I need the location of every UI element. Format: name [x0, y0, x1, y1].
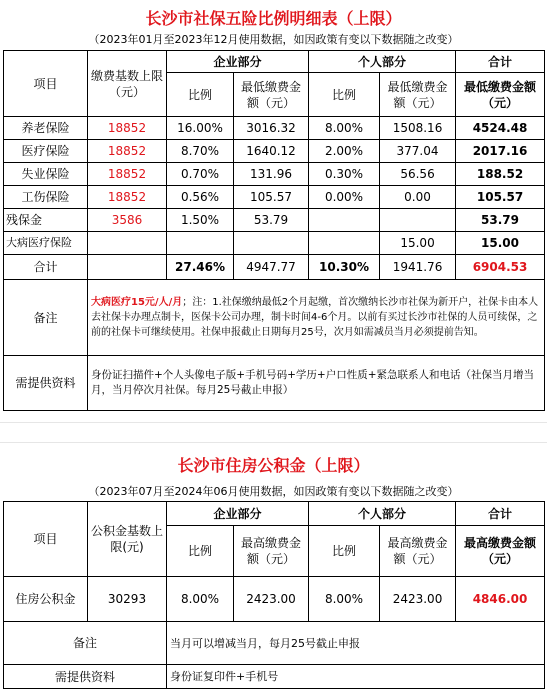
header-total-min-amount: 最低缴费金额（元） [456, 73, 545, 117]
fund-docs-label: 需提供资料 [4, 665, 167, 689]
housing-fund-subtitle: （2023年07月至2024年06月使用数据，如因政策有变以下数据随之改变） [88, 485, 459, 498]
row-name: 养老保险 [4, 117, 88, 140]
row-company-ratio: 8.70% [167, 140, 234, 163]
row-base: 3586 [88, 209, 167, 232]
row-personal-ratio [309, 209, 380, 232]
fund-header-total-max-amount: 最高缴费金额（元） [456, 526, 545, 577]
row-company-amount: 105.57 [234, 186, 309, 209]
divider [0, 422, 547, 423]
header-personal-ratio: 比例 [309, 73, 380, 117]
fund-docs-content: 身份证复印件+手机号 [167, 665, 545, 689]
row-personal-amount: 377.04 [380, 140, 456, 163]
row-name: 大病医疗保险 [4, 232, 88, 255]
sum-company-ratio: 27.46% [167, 255, 234, 280]
row-company-ratio: 16.00% [167, 117, 234, 140]
fund-row-name: 住房公积金 [4, 577, 88, 622]
docs-content: 身份证扫描件+个人头像电子版+手机号码+学历+户口性质+紧急联系人和电话（社保当月增当月，当月停次月社保。每月25号截止申报） [88, 356, 545, 411]
remark-highlight: 大病医疗15元/人/月 [91, 297, 183, 308]
row-name: 失业保险 [4, 163, 88, 186]
fund-row-personal-ratio: 8.00% [309, 577, 380, 622]
row-name: 工伤保险 [4, 186, 88, 209]
row-personal-amount [380, 209, 456, 232]
fund-header-personal-ratio: 比例 [309, 526, 380, 577]
header-personal: 个人部分 [309, 51, 456, 73]
row-base [88, 232, 167, 255]
fund-header-item: 项目 [4, 502, 88, 577]
row-personal-ratio: 8.00% [309, 117, 380, 140]
row-personal-ratio: 0.00% [309, 186, 380, 209]
social-insurance-title: 长沙市社保五险比例明细表（上限） [145, 9, 402, 28]
row-base: 18852 [88, 117, 167, 140]
header-base: 缴费基数上限（元） [88, 51, 167, 117]
fund-row-company-amount: 2423.00 [234, 577, 309, 622]
divider [0, 442, 547, 443]
fund-row-personal-amount: 2423.00 [380, 577, 456, 622]
row-company-ratio [167, 232, 234, 255]
fund-header-company-max-amount: 最高缴费金额（元） [234, 526, 309, 577]
row-company-amount: 53.79 [234, 209, 309, 232]
row-base: 18852 [88, 163, 167, 186]
row-base: 18852 [88, 140, 167, 163]
row-personal-ratio: 0.30% [309, 163, 380, 186]
housing-fund-title: 长沙市住房公积金（上限） [177, 456, 370, 475]
table-row [4, 163, 545, 186]
row-total: 2017.16 [456, 140, 545, 163]
header-company-min-amount: 最低缴费金额（元） [234, 73, 309, 117]
row-personal-amount: 56.56 [380, 163, 456, 186]
fund-header-base: 公积金基数上限(元) [88, 502, 167, 577]
header-personal-min-amount: 最低缴费金额（元） [380, 73, 456, 117]
fund-header-personal-max-amount: 最高缴费金额（元） [380, 526, 456, 577]
sum-total: 6904.53 [456, 255, 545, 280]
row-company-amount: 131.96 [234, 163, 309, 186]
row-total: 188.52 [456, 163, 545, 186]
remark-text: ；注：1.社保缴纳最低2个月起缴，首次缴纳长沙市社保为新开户，社保卡由本人去社保卡办理点制卡，医保卡公司办理，制卡时间4-6个月。以前有买过长沙市社保的人员可续保，之前的社保卡可继续使用。社保申报截止日期每月25号，次月如需减员当月必须提前告知。 [91, 297, 539, 338]
sum-label: 合计 [4, 255, 88, 280]
row-total: 15.00 [456, 232, 545, 255]
row-personal-ratio: 2.00% [309, 140, 380, 163]
row-company-ratio: 0.70% [167, 163, 234, 186]
table-row [4, 140, 545, 163]
row-company-ratio: 1.50% [167, 209, 234, 232]
fund-header-total: 合计 [456, 502, 545, 526]
row-base: 18852 [88, 186, 167, 209]
row-total: 4524.48 [456, 117, 545, 140]
sum-company-amount: 4947.77 [234, 255, 309, 280]
row-name: 残保金 [4, 209, 88, 232]
row-personal-amount: 1508.16 [380, 117, 456, 140]
row-company-amount [234, 232, 309, 255]
docs-label: 需提供资料 [4, 356, 88, 411]
fund-row-base: 30293 [88, 577, 167, 622]
remark-content [88, 280, 545, 356]
sum-personal-amount: 1941.76 [380, 255, 456, 280]
row-company-ratio: 0.56% [167, 186, 234, 209]
row-name: 医疗保险 [4, 140, 88, 163]
table-row [4, 232, 545, 255]
header-total: 合计 [456, 51, 545, 73]
table-row [4, 117, 545, 140]
header-company-ratio: 比例 [167, 73, 234, 117]
header-company: 企业部分 [167, 51, 309, 73]
sum-personal-ratio: 10.30% [309, 255, 380, 280]
housing-fund-table [3, 501, 545, 689]
social-insurance-subtitle: （2023年01月至2023年12月使用数据，如因政策有变以下数据随之改变） [88, 33, 459, 46]
social-insurance-table [3, 50, 545, 411]
row-company-amount: 1640.12 [234, 140, 309, 163]
fund-remark-label: 备注 [4, 622, 167, 665]
table-row [4, 577, 545, 622]
row-personal-ratio [309, 232, 380, 255]
fund-row-company-ratio: 8.00% [167, 577, 234, 622]
table-row [4, 209, 545, 232]
fund-row-total: 4846.00 [456, 577, 545, 622]
table-row [4, 186, 545, 209]
row-company-amount: 3016.32 [234, 117, 309, 140]
row-total: 53.79 [456, 209, 545, 232]
row-personal-amount: 0.00 [380, 186, 456, 209]
remark-label: 备注 [4, 280, 88, 356]
fund-header-company-ratio: 比例 [167, 526, 234, 577]
header-item: 项目 [4, 51, 88, 117]
fund-header-personal: 个人部分 [309, 502, 456, 526]
row-personal-amount: 15.00 [380, 232, 456, 255]
fund-header-company: 企业部分 [167, 502, 309, 526]
fund-remark-content: 当月可以增减当月，每月25号截止申报 [167, 622, 545, 665]
row-total: 105.57 [456, 186, 545, 209]
sum-row [4, 255, 545, 280]
